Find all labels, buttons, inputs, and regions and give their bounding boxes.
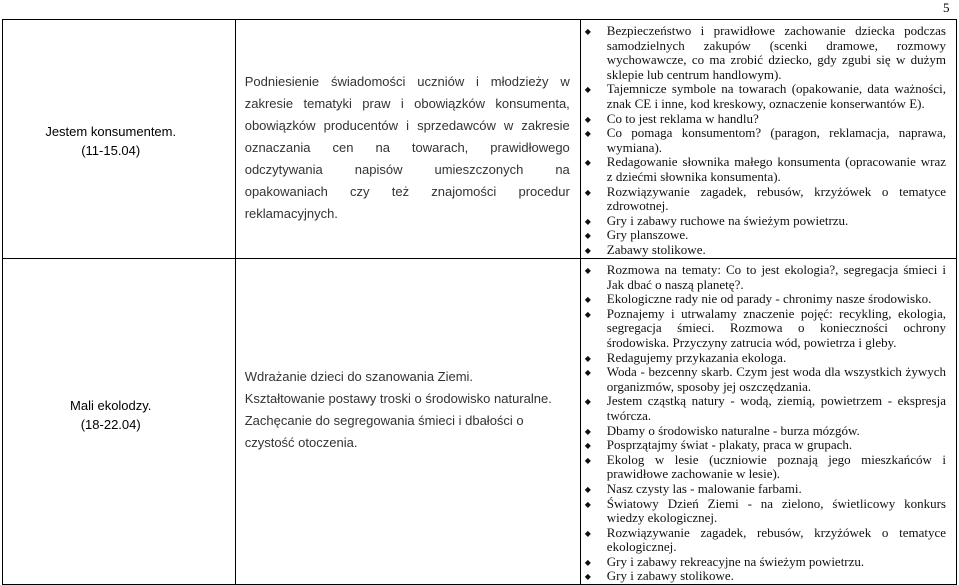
diamond-bullet-icon <box>585 439 591 454</box>
page-number: 5 <box>943 0 950 15</box>
diamond-bullet-icon <box>585 293 591 308</box>
diamond-bullet-icon <box>585 366 591 381</box>
diamond-bullet-icon <box>585 483 591 498</box>
aim-line: Zachęcanie do segregowania śmieci i dbałości o czystość otoczenia. <box>244 413 524 450</box>
list-item: ◆ Co to jest reklama w handlu? <box>607 112 946 127</box>
diamond-bullet-icon <box>585 229 591 244</box>
list-item: ◆ Ekolog w lesie (uczniowie poznają jego mieszkańców i prawidłowe zachowanie w lesie). <box>607 453 946 482</box>
theme-title: Mali ekolodzy. <box>70 398 152 413</box>
aims-text: Podniesienie świadomości uczniów i młodzieży w zakresie tematyki praw i obowiązków konsumenta, obowiązków producentów i sprzedawców w zakresie oznaczania cen na towarach, prawidłowego odczytywania napisów umieszczonych na opakowaniach czy też znajomości procedur reklamacyjnych. <box>244 74 570 221</box>
diamond-bullet-icon <box>585 186 591 201</box>
theme-title: Jestem konsumentem. <box>45 124 177 139</box>
diamond-bullet-icon <box>585 570 591 585</box>
diamond-bullet-icon <box>585 425 591 440</box>
aims-cell <box>235 259 580 585</box>
list-item: ◆ Woda - bezcenny skarb. Czym jest woda dla wszystkich żywych organizmów, sposoby jej oszczędzania. <box>607 365 946 394</box>
list-item: ◆ Gry planszowe. <box>607 228 946 243</box>
diamond-bullet-icon <box>585 244 591 259</box>
list-item: ◆ Gry i zabawy ruchowe na świeżym powietrzu. <box>607 214 946 229</box>
diamond-bullet-icon <box>585 454 591 469</box>
diamond-bullet-icon <box>585 215 591 230</box>
list-item: ◆ Światowy Dzień Ziemi - na zielono, świetlicowy konkurs wiedzy ekologicznej. <box>607 497 946 526</box>
theme-cell <box>3 20 236 259</box>
table-row <box>3 20 957 259</box>
list-item: ◆ Rozmowa na tematy: Co to jest ekologia?, segregacja śmieci i Jak dbać o naszą planetę?. <box>607 263 946 292</box>
list-item: ◆ Dbamy o środowisko naturalne - burza mózgów. <box>607 424 946 439</box>
diamond-bullet-icon <box>585 264 591 279</box>
diamond-bullet-icon <box>585 83 591 98</box>
diamond-bullet-icon <box>585 308 591 323</box>
diamond-bullet-icon <box>585 127 591 142</box>
list-item: ◆ Posprzątajmy świat - plakaty, praca w grupach. <box>607 438 946 453</box>
list-item: ◆ Redagujemy przykazania ekologa. <box>607 351 946 366</box>
list-item: ◆ Nasz czysty las - malowanie farbami. <box>607 482 946 497</box>
plan-table <box>2 19 957 585</box>
list-item: ◆ Bezpieczeństwo i prawidłowe zachowanie dziecka podczas samodzielnych zakupów (scenki dramowe, rozmowy wychowawcze, co ma zrobić dziecko, gdy zgubi się w dużym sklepie lub centrum handlowym). <box>607 24 946 82</box>
list-item: ◆ Zabawy stolikowe. <box>607 243 946 258</box>
diamond-bullet-icon <box>585 527 591 542</box>
list-item: ◆ Jestem cząstką natury - wodą, ziemią, powietrzem - ekspresja twórcza. <box>607 394 946 423</box>
activities-cell <box>580 259 956 585</box>
diamond-bullet-icon <box>585 113 591 128</box>
list-item: ◆ Tajemnicze symbole na towarach (opakowanie, data ważności, znak CE i inne, kod kreskowy, oznaczenie konserwantów E). <box>607 82 946 111</box>
diamond-bullet-icon <box>585 498 591 513</box>
list-item: ◆ Co pomaga konsumentom? (paragon, reklamacja, naprawa, wymiana). <box>607 126 946 155</box>
diamond-bullet-icon <box>585 156 591 171</box>
list-item: ◆ Redagowanie słownika małego konsumenta (opracowanie wraz z dziećmi słownika konsumenta). <box>607 155 946 184</box>
diamond-bullet-icon <box>585 25 591 40</box>
aims-cell <box>235 20 580 259</box>
list-item: ◆ Gry i zabawy stolikowe. <box>607 569 946 584</box>
list-item: ◆ Rozwiązywanie zagadek, rebusów, krzyżówek o tematyce ekologicznej. <box>607 526 946 555</box>
list-item: ◆ Ekologiczne rady nie od parady - chronimy nasze środowisko. <box>607 292 946 307</box>
diamond-bullet-icon <box>585 556 591 571</box>
activities-cell <box>580 20 956 259</box>
aim-line: Wdrażanie dzieci do szanowania Ziemi. <box>244 369 474 384</box>
list-item: ◆ Gry i zabawy rekreacyjne na świeżym powietrzu. <box>607 555 946 570</box>
theme-dates: (11-15.04) <box>81 143 141 158</box>
list-item: ◆ Poznajemy i utrwalamy znaczenie pojęć: recykling, ekologia, segregacja śmieci. Rozmowa o konieczności ochrony środowiska. Przyczyny zatrucia wód, powietrza i gleby. <box>607 307 946 351</box>
diamond-bullet-icon <box>585 395 591 410</box>
theme-cell <box>3 259 236 585</box>
list-item: ◆ Rozwiązywanie zagadek, rebusów, krzyżówek o tematyce zdrowotnej. <box>607 185 946 214</box>
table-row <box>3 259 957 585</box>
diamond-bullet-icon <box>585 352 591 367</box>
aim-line: Kształtowanie postawy troski o środowisko naturalne. <box>244 391 552 406</box>
theme-dates: (18-22.04) <box>80 417 141 432</box>
